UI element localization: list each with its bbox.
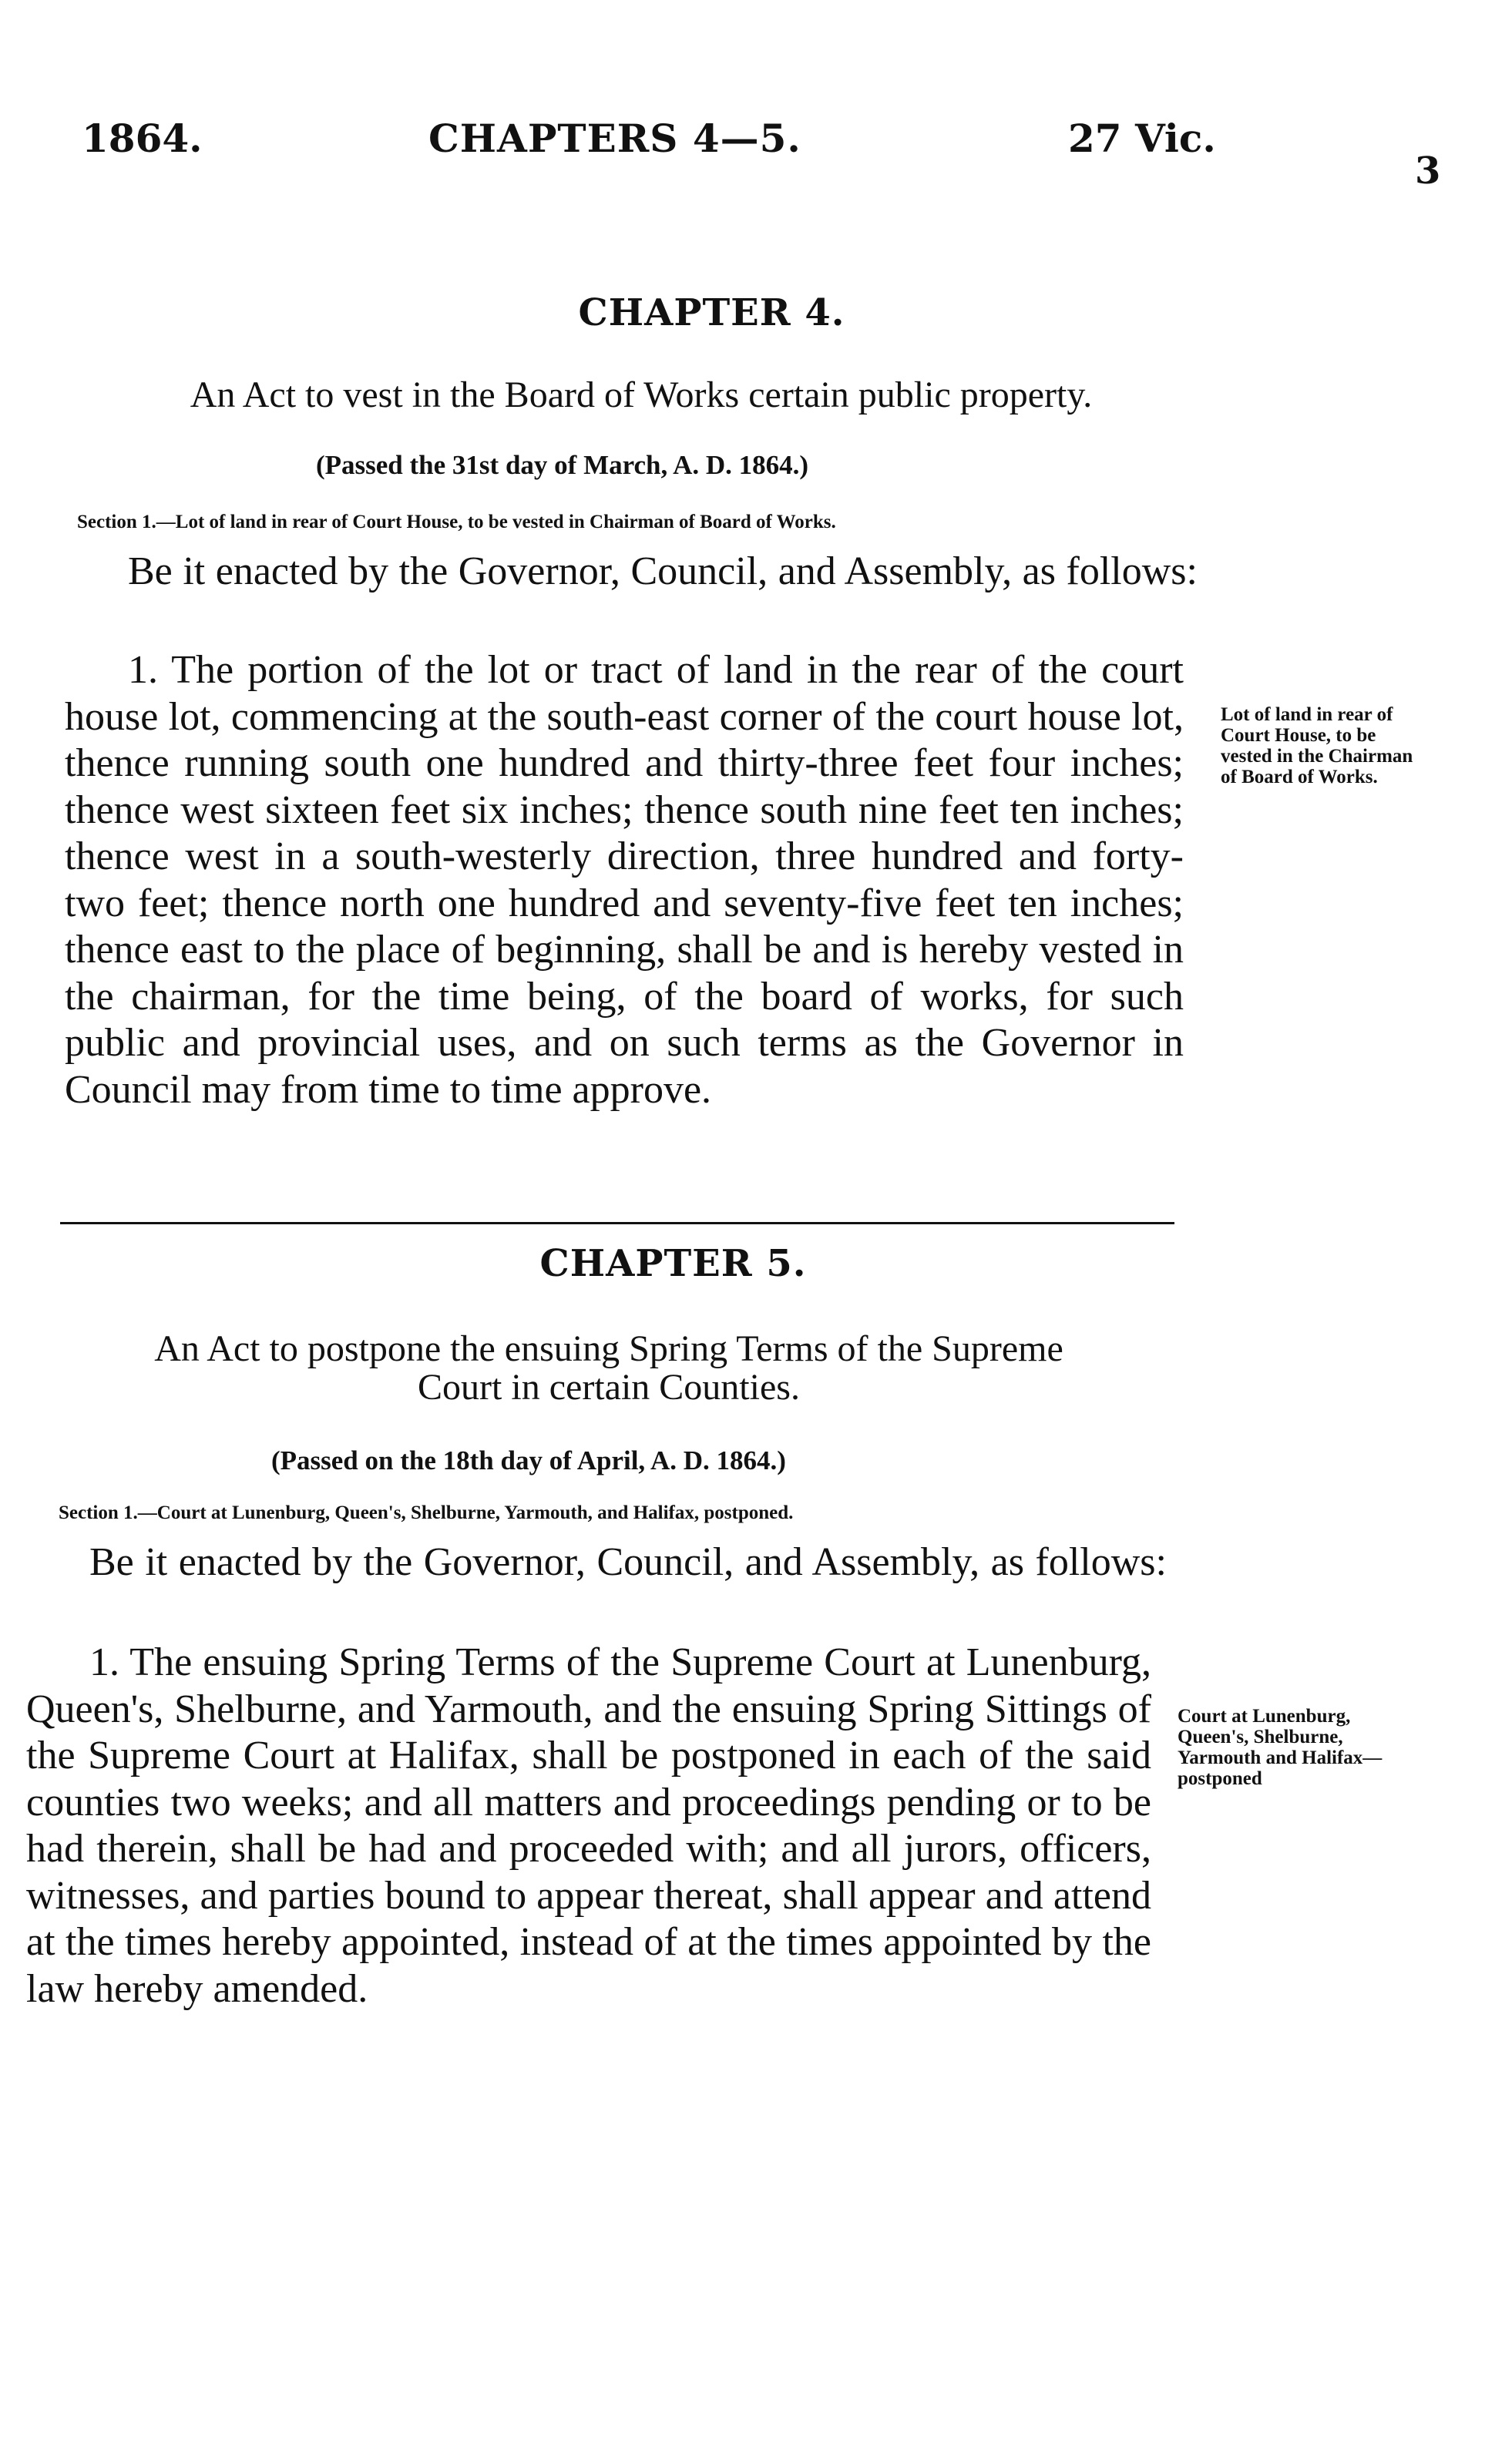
chapter-5-margin-note: Court at Lunenburg, Queen's, Shelburne, Yarmouth and Halifax—postponed xyxy=(1178,1706,1383,1789)
chapter-4-margin-note: Lot of land in rear of Court House, to be vested in the Chairman of Board of Works. xyxy=(1221,704,1413,787)
header-regnal-year: 27 Vic. xyxy=(1068,116,1216,161)
chapter-divider xyxy=(60,1222,1174,1224)
chapter-4-heading: CHAPTER 4. xyxy=(578,291,845,334)
chapter-4-enacting-clause xyxy=(65,549,1198,595)
chapter-5-passed-date: (Passed on the 18th day of April, A. D. 1864.) xyxy=(271,1445,786,1475)
chapter-5-enacting-clause xyxy=(26,1539,1167,1586)
chapter-5-act-title-line-2: Court in certain Counties. xyxy=(418,1367,800,1408)
chapter-5-heading: CHAPTER 5. xyxy=(539,1242,807,1285)
chapter-5-section-summary: Section 1.—Court at Lunenburg, Queen's, Shelburne, Yarmouth, and Halifax, postponed. xyxy=(59,1502,794,1523)
chapter-5-act-title-line-1: An Act to postpone the ensuing Spring Terms of the Supreme xyxy=(154,1328,1063,1369)
chapter-4-act-title: An Act to vest in the Board of Works certain public property. xyxy=(190,374,1093,415)
chapter-5-section-1: 1. The ensuing Spring Terms of the Supreme Court at Lunenburg, Queen's, Shelburne, and Yarmouth, and the ensuing Spring Sittings of the Supreme Court at Halifax, shall be postponed in each of the said counties two weeks; and all matters and proceedings pending or to be had therein, shall be had and proceeded with; and all jurors, officers, witnesses, and parties bound to appear thereat, shall appear and attend at the times hereby appointed, instead of at the times appointed by the law hereby amended. xyxy=(26,1640,1151,2011)
page-number: 3 xyxy=(1415,149,1441,193)
chapter-4-section-1: 1. The portion of the lot or tract of land in the rear of the court house lot, commencing at the south-east corner of the court house lot, thence running south one hundred and thirty-three feet four inches; thence west sixteen feet six inches; thence south nine feet ten inches; thence west in a south-westerly direction, three hundred and forty-two feet; thence north one hundred and seventy-five feet ten inches; thence east to the place of beginning, shall be and is hereby vested in the chairman, for the time being, of the board of works, for such public and provincial uses, and on such terms as the Governor in Council may from time to time approve. xyxy=(65,648,1184,1112)
header-year: 1864. xyxy=(82,116,203,161)
chapter-4-passed-date: (Passed the 31st day of March, A. D. 1864.) xyxy=(316,450,809,480)
enacting-clause-text: Be it enacted by the Governor, Council, and Assembly, as follows: xyxy=(89,1540,1167,1584)
chapter-4-section-summary: Section 1.—Lot of land in rear of Court House, to be vested in Chairman of Board of Works. xyxy=(77,512,836,532)
header-chapters: CHAPTERS 4—5. xyxy=(428,116,801,161)
enacting-clause-text: Be it enacted by the Governor, Council, and Assembly, as follows: xyxy=(128,549,1198,593)
